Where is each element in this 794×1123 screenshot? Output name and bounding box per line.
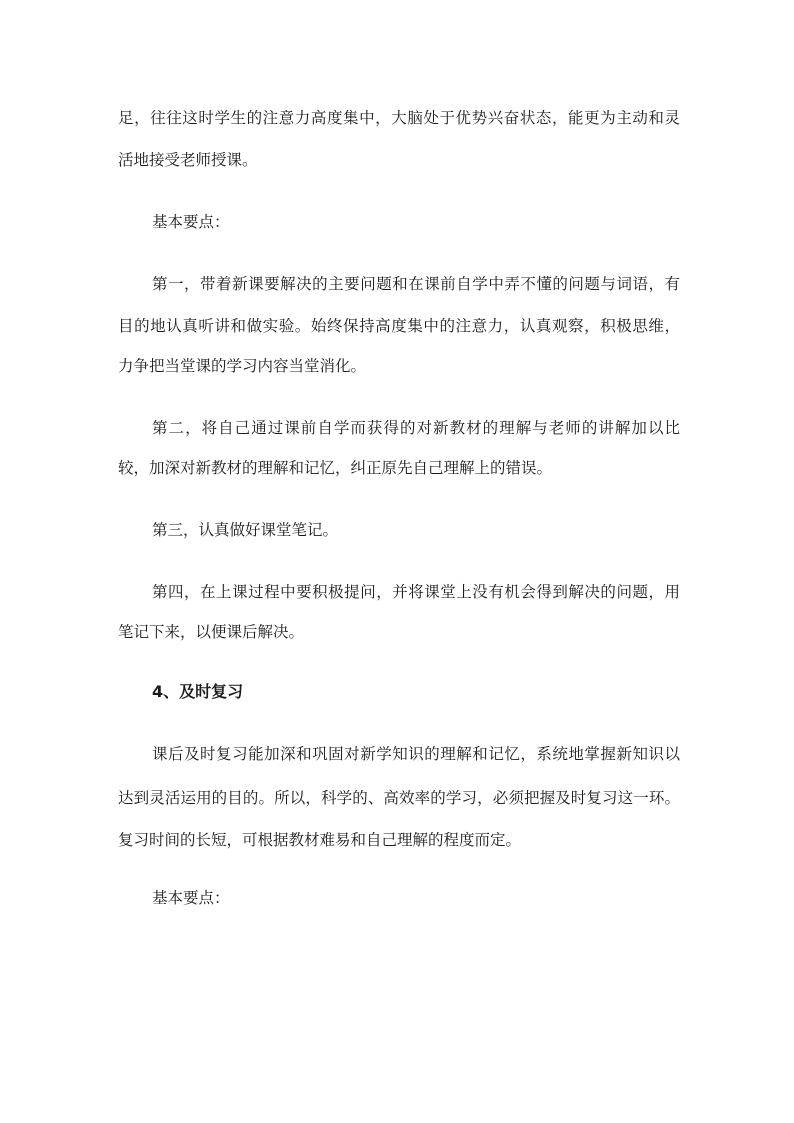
paragraph-line: 第三，认真做好课堂笔记。 (152, 521, 339, 539)
paragraph-line: 较，加深对新教材的理解和记忆，纠正原先自己理解上的错误。 (118, 459, 553, 477)
section-label: 基本要点： (152, 889, 230, 907)
paragraph-line: 笔记下来，以便课后解决。 (118, 623, 305, 641)
paragraph-line: 力争把当堂课的学习内容当堂消化。 (118, 357, 367, 375)
paragraph-line: 目的地认真听讲和做实验。始终保持高度集中的注意力，认真观察，积极思维， (118, 317, 680, 335)
section-heading: 4、及时复习 (152, 682, 244, 701)
paragraph-line: 达到灵活运用的目的。所以，科学的、高效率的学习，必须把握及时复习这一环。 (118, 789, 680, 807)
paragraph-line: 课后及时复习能加深和巩固对新学知识的理解和记忆，系统地掌握新知识以 (152, 745, 680, 763)
paragraph-line: 活地接受老师授课。 (118, 151, 258, 169)
paragraph-line: 第二，将自己通过课前自学而获得的对新教材的理解与老师的讲解加以比 (152, 419, 680, 437)
section-label: 基本要点： (152, 213, 230, 231)
paragraph-line: 复习时间的长短，可根据教材难易和自己理解的程度而定。 (118, 831, 522, 849)
paragraph-line: 第四，在上课过程中要积极提问，并将课堂上没有机会得到解决的问题，用 (152, 583, 680, 601)
paragraph-line: 足，往往这时学生的注意力高度集中，大脑处于优势兴奋状态，能更为主动和灵 (118, 109, 680, 127)
paragraph-line: 第一，带着新课要解决的主要问题和在课前自学中弄不懂的问题与词语，有 (152, 275, 680, 293)
